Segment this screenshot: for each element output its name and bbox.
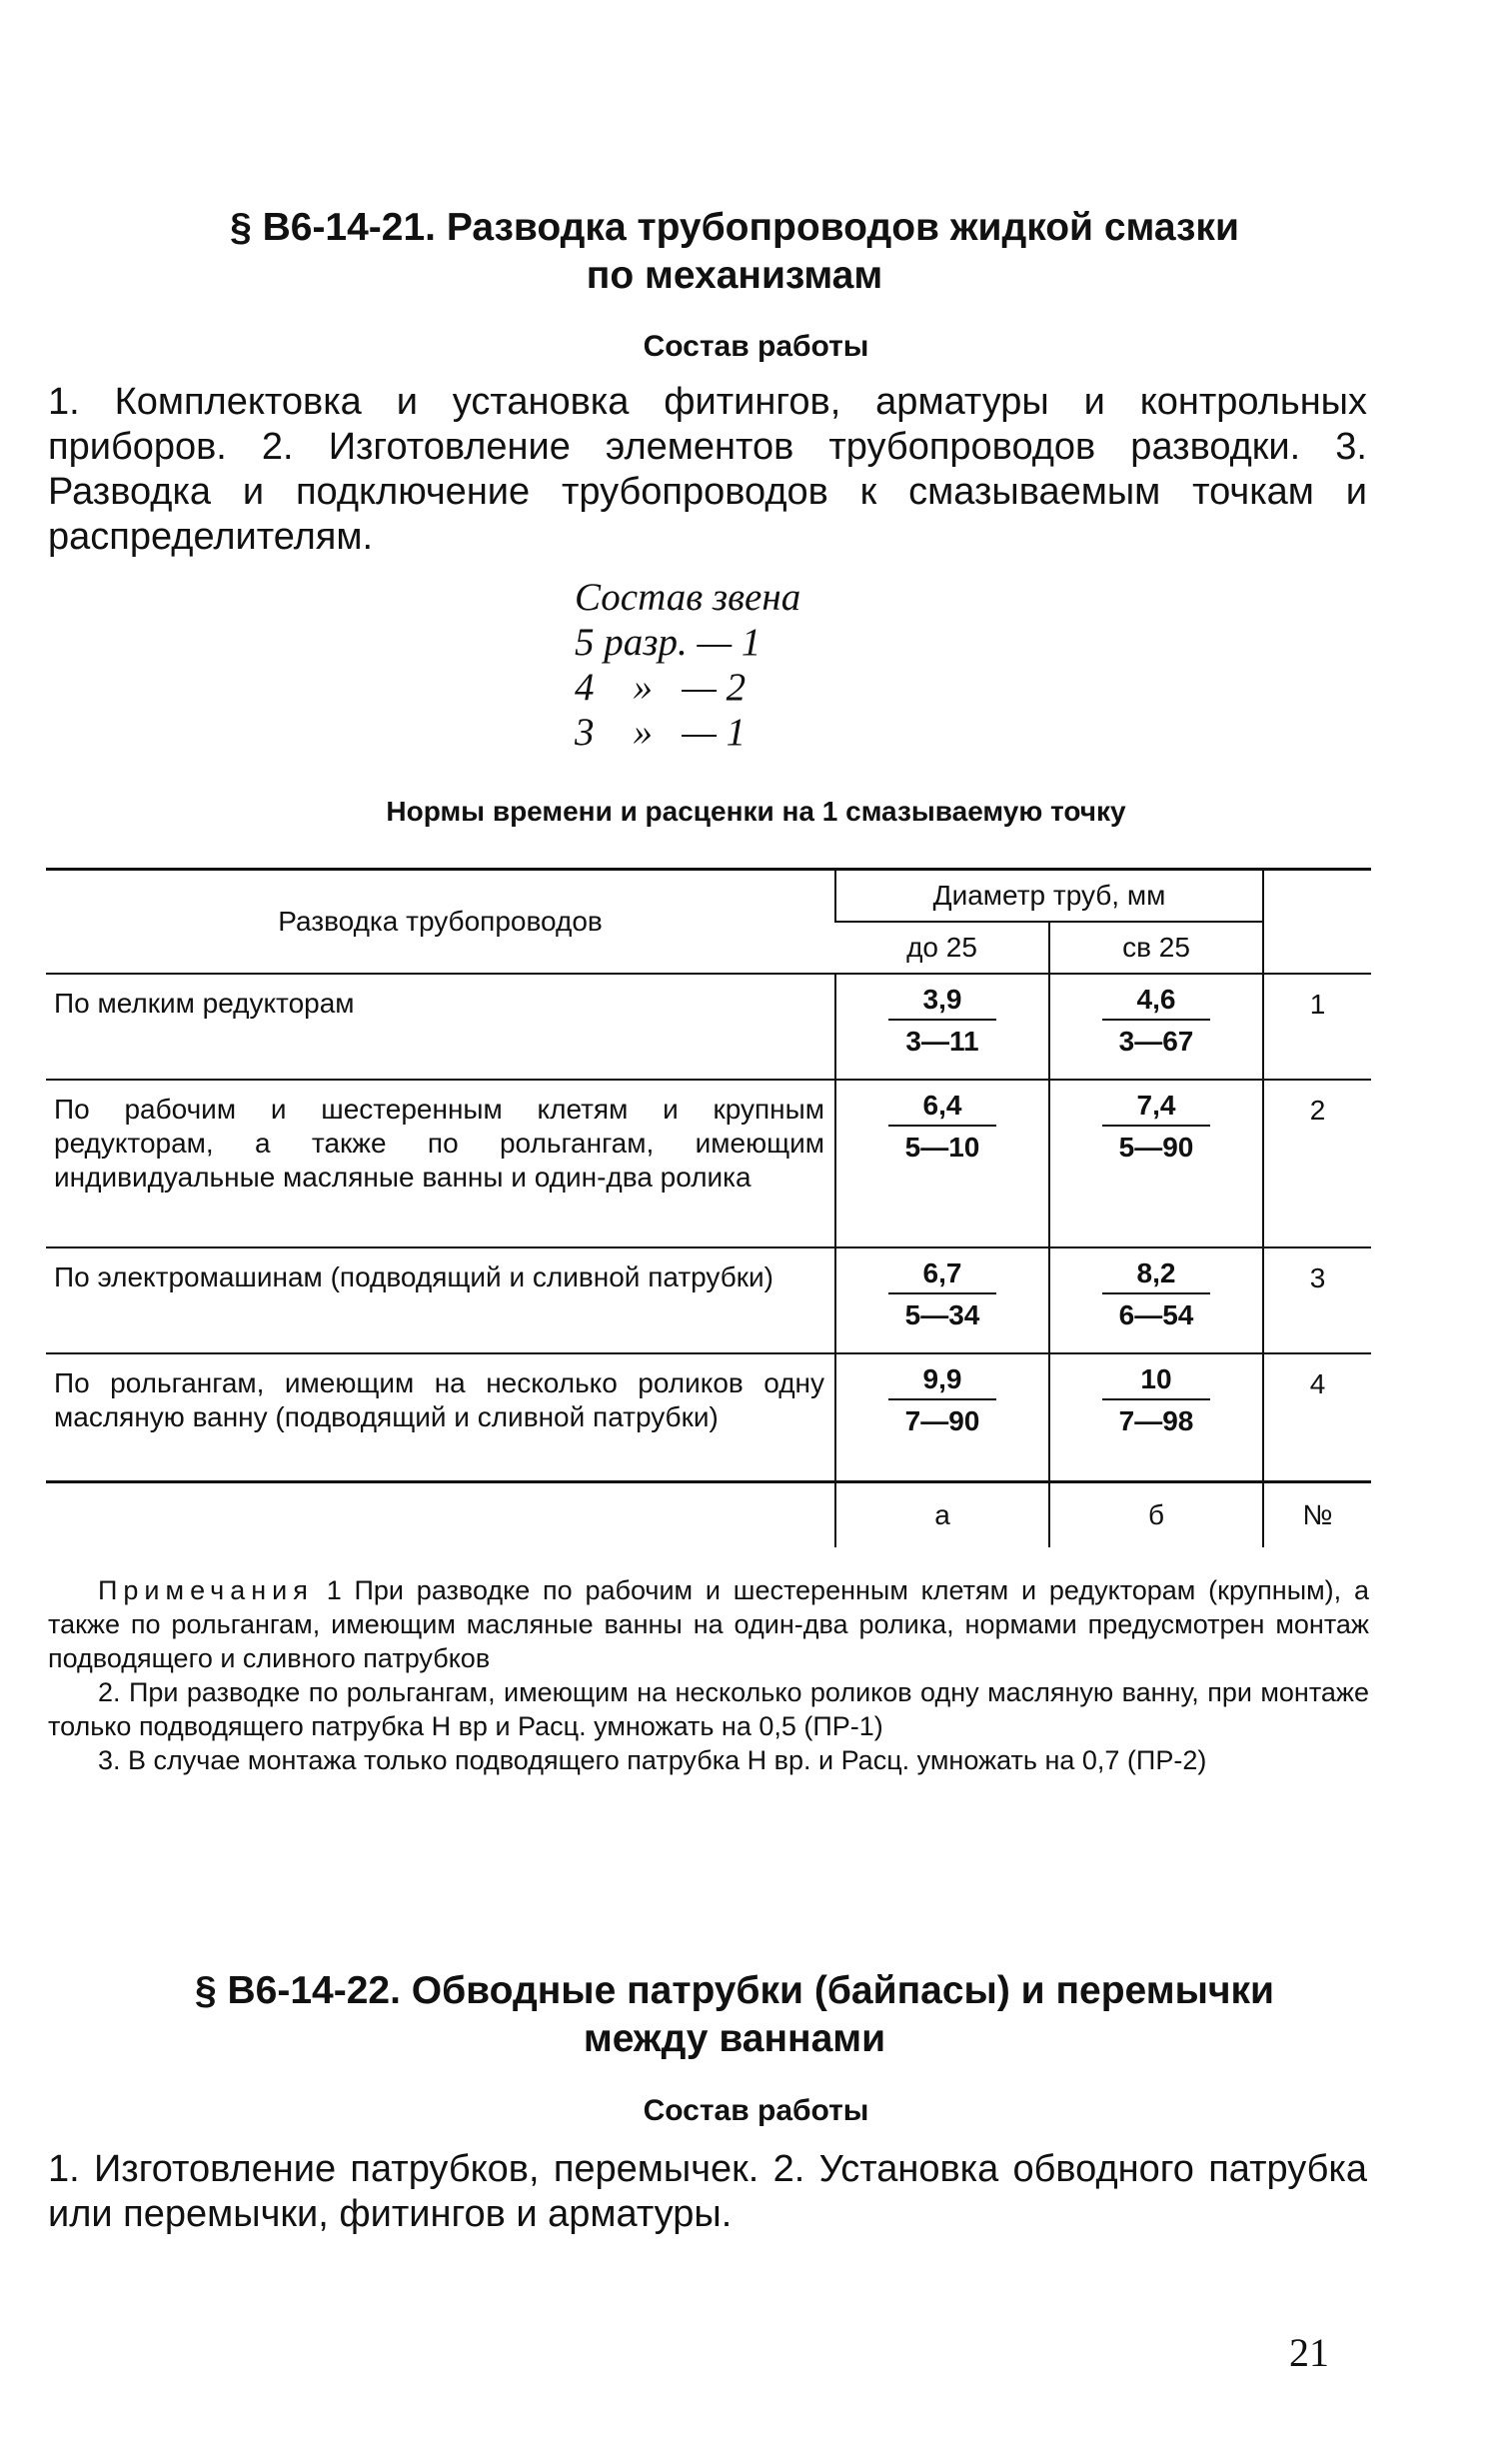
work-composition-text: 1. Изготовление патрубков, перемычек. 2. Установка обводного патрубка или перемычки, фитингов и арматуры. <box>48 2148 1367 2235</box>
rate: 7—90 <box>904 1405 980 1436</box>
rate: 5—34 <box>904 1299 980 1330</box>
rate: 3—11 <box>905 1026 979 1057</box>
rate: 6—54 <box>1118 1299 1194 1330</box>
work-composition-label: Состав работы <box>643 330 869 363</box>
footer-col-b: б <box>1049 1481 1263 1547</box>
section-heading <box>120 1967 1349 2063</box>
brigade-composition <box>575 575 800 755</box>
footer-col-number: № <box>1263 1481 1371 1547</box>
row-work: По рольгангам, имеющим на несколько роликов одну масляную ванну (подводящий и сливной патрубки) <box>46 1353 835 1481</box>
time-norm: 6,4 <box>888 1089 996 1127</box>
row-work: По мелким редукторам <box>46 974 835 1080</box>
cell-a <box>835 1353 1049 1481</box>
time-norm: 4,6 <box>1102 983 1210 1021</box>
row-work: По рабочим и шестеренным клетям и крупным редукторам, а также по рольгангам, имеющим индивидуальные масляные ванны и один-два ролика <box>46 1080 835 1247</box>
table-row <box>46 974 1371 1080</box>
section-heading-line1: § В6-14-21. Разводка трубопроводов жидкой смазки <box>230 206 1239 249</box>
section-heading <box>120 204 1349 300</box>
cell-b <box>1049 1247 1263 1353</box>
brigade-line: 3 » — 1 <box>575 711 747 754</box>
brigade-line: 5 разр. — 1 <box>575 621 761 664</box>
header-col-b: св 25 <box>1049 922 1263 974</box>
row-number: 4 <box>1263 1353 1371 1481</box>
header-diameter: Диаметр труб, мм <box>835 870 1263 923</box>
cell-a <box>835 1247 1049 1353</box>
row-number: 2 <box>1263 1080 1371 1247</box>
row-number: 3 <box>1263 1247 1371 1353</box>
cell-b <box>1049 1353 1263 1481</box>
header-col-a: до 25 <box>906 932 977 963</box>
table-caption: Нормы времени и расценки на 1 смазываемую точку <box>386 796 1126 827</box>
table-footer-row <box>46 1481 1371 1547</box>
table-row <box>46 1247 1371 1353</box>
notes-label: Примечания <box>98 1575 314 1605</box>
header-work: Разводка трубопроводов <box>46 870 835 975</box>
time-norm: 9,9 <box>888 1362 996 1400</box>
page-number: 21 <box>1289 2330 1329 2375</box>
time-norm: 3,9 <box>888 983 996 1021</box>
note-3: 3. В случае монтажа только подводящего патрубка Н вр. и Расц. умножать на 0,7 (ПР-2) <box>98 1745 1207 1775</box>
note-1-text: 1 При разводке по рабочим и шестеренным клетям и редукторам (крупным), а также по рольгангам, имеющим масляные ванны на один-два ролика, нормами предусмотрен монтаж подводящего и сливного патрубков <box>48 1575 1369 1673</box>
cell-b <box>1049 1080 1263 1247</box>
norms-table <box>46 868 1371 1547</box>
brigade-title: Состав звена <box>575 576 801 619</box>
cell-a <box>835 974 1049 1080</box>
section-heading-line1: § В6-14-22. Обводные патрубки (байпасы) и перемычки <box>194 1969 1275 2012</box>
time-norm: 6,7 <box>888 1256 996 1294</box>
header-number-empty <box>1263 870 1371 975</box>
rate: 7—98 <box>1118 1405 1194 1436</box>
table-row <box>46 1080 1371 1247</box>
brigade-line: 4 » — 2 <box>575 666 747 709</box>
cell-a <box>835 1080 1049 1247</box>
work-composition-text: 1. Комплектовка и установка фитингов, арматуры и контрольных приборов. 2. Изготовление элементов трубопроводов разводки. 3. Разводка и подключение трубопроводов к смазываемым точкам и распределителям. <box>48 381 1367 558</box>
rate: 5—90 <box>1118 1132 1194 1163</box>
footer-empty <box>46 1481 835 1547</box>
footer-col-a: а <box>835 1481 1049 1547</box>
time-norm: 10 <box>1102 1362 1210 1400</box>
time-norm: 8,2 <box>1102 1256 1210 1294</box>
table-notes <box>48 1573 1369 1777</box>
cell-b <box>1049 974 1263 1080</box>
rate: 5—10 <box>904 1132 980 1163</box>
row-work: По электромашинам (подводящий и сливной патрубки) <box>46 1247 835 1353</box>
note-1 <box>48 1573 1369 1675</box>
rate: 3—67 <box>1118 1026 1194 1057</box>
section-heading-line2: по механизмам <box>586 254 883 297</box>
work-composition-label: Состав работы <box>643 2094 869 2127</box>
time-norm: 7,4 <box>1102 1089 1210 1127</box>
section-heading-line2: между ваннами <box>583 2017 886 2060</box>
table-row <box>46 1353 1371 1481</box>
row-number: 1 <box>1263 974 1371 1080</box>
note-2: 2. При разводке по рольгангам, имеющим на несколько роликов одну масляную ванну, при монтаже только подводящего патрубка Н вр и Расц. умножать на 0,5 (ПР-1) <box>48 1677 1369 1741</box>
